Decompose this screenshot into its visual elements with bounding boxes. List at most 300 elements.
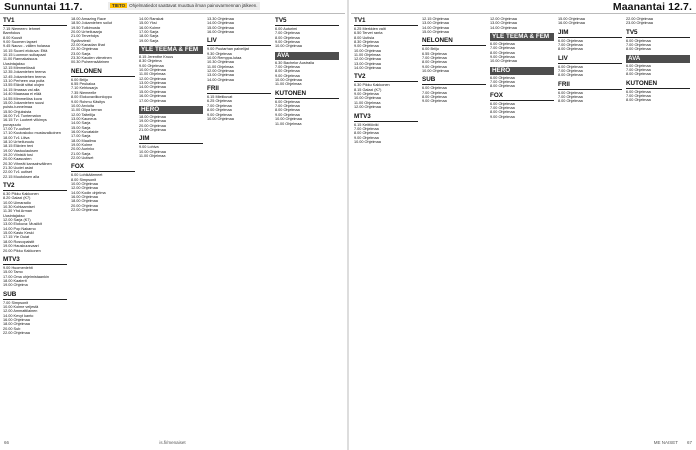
program-entry: 9.00 Ohjelmaa: [490, 55, 515, 60]
program-entry: 18.00 Ohjelmaa: [3, 322, 30, 327]
program-entry: 20.00 Ohjelmaa: [71, 203, 98, 208]
channel-section: [626, 80, 690, 103]
program-entry: 14.00 Ohjelmaa: [490, 25, 517, 30]
listing-column: [558, 17, 622, 436]
channel-section: [626, 17, 690, 26]
program-entry: 7.10 Kehtosarja: [71, 86, 98, 91]
program-list: [490, 76, 554, 89]
channel-section: [207, 37, 271, 82]
listing-column: [422, 17, 486, 436]
page-number: 66: [4, 440, 10, 445]
channel-heading: LIV: [558, 55, 622, 64]
program-entry: 6.00 Ohjelmaa: [558, 38, 583, 43]
program-entry: 23.00 Ohjelmaa: [626, 21, 653, 26]
program-entry: 9.00 Suomen lapset: [3, 40, 37, 45]
channel-heading: TV2: [3, 182, 67, 191]
program-entry: 19.00 Kolme: [71, 142, 93, 147]
program-entry: 8.00 Kuusit: [3, 35, 22, 40]
left-page-columns: [3, 17, 342, 436]
channel-section: [490, 67, 554, 89]
program-entry: 11.00 Ohjelmaa: [354, 53, 381, 58]
program-entry: 8.00 Ohjelmaa: [275, 69, 300, 74]
program-entry: 11.00 Ohjelmaa: [275, 121, 302, 126]
program-entry: 10.00 Ohjelmaa: [354, 96, 381, 101]
program-entry: 11.00 Olipa kerran: [71, 108, 102, 113]
left-page-header: [0, 0, 345, 14]
program-entry: 9.45 Nauvo - välien holassa: [3, 44, 50, 49]
left-page-footer: [4, 440, 341, 448]
program-entry: 18.50 Jokamiehen soilut: [71, 21, 112, 26]
program-entry: 7.00 Ohjelmaa: [275, 65, 300, 70]
program-entry: 19.00 Ohjelmaa: [139, 119, 166, 124]
program-entry: 8.00 Ohjelmaa: [558, 47, 583, 52]
program-entry: 9.00 Ohjelmaa: [354, 44, 379, 49]
program-list: [207, 47, 271, 82]
program-entry: Sydänviesti: [71, 38, 91, 43]
channel-section: [626, 55, 690, 77]
listing-column: [490, 17, 554, 436]
program-entry: 6.00 Auturimi: [275, 27, 298, 31]
program-entry: 23.30 Kauden viimeinen: [71, 56, 112, 61]
program-entry: 7.00 Ohjelmaa: [490, 80, 515, 85]
channel-heading: NELONEN: [422, 37, 486, 46]
program-entry: 7.35 Niemeelle: [71, 90, 97, 95]
right-page-footer: [355, 440, 692, 448]
program-entry: Barnfokus: [3, 31, 21, 36]
channel-section: [71, 17, 135, 65]
program-entry: 10.00 Uimaradio: [3, 200, 31, 205]
channel-section: [139, 135, 203, 158]
program-entry: 11.30 Yhd Arman: [3, 209, 32, 214]
program-entry: 14.00 Kevyt kanto: [3, 313, 34, 318]
channel-section: [422, 37, 486, 73]
program-entry: 12.00 Ohjelmaa: [71, 186, 98, 191]
program-entry: 12.45 Jokamiehen teema: [3, 74, 46, 79]
program-list: [626, 39, 690, 52]
program-entry: 8.00 Ohjelmaa: [490, 50, 515, 55]
program-entry: 22.15 Muutoksen alla: [3, 174, 40, 179]
program-entry: 7.00 Ohjelmaa: [558, 43, 583, 48]
program-entry: 7.15 Niemeen: lehmet: [3, 27, 41, 31]
channel-heading: FOX: [490, 92, 554, 101]
program-list: [490, 102, 554, 119]
program-entry: 7.00 Ohjelmaa: [207, 103, 232, 108]
program-entry: 14.00 Ohjelmaa: [422, 25, 449, 30]
channel-heading: HERO: [490, 67, 554, 75]
program-entry: 10.00 Ohjelmaa: [275, 78, 302, 83]
program-list: [558, 91, 622, 104]
channel-heading: YLE TEEMA & FEM: [490, 33, 554, 41]
program-entry: 10.00 Ohjelmaa: [275, 44, 302, 49]
program-entry: 17.00 Sarja: [139, 30, 159, 35]
program-entry: 22.00 Kanadan lihat: [71, 43, 105, 48]
program-entry: 10.15 Suomi elokuva: Että: [3, 48, 48, 53]
channel-section: [139, 17, 203, 43]
program-list: [558, 17, 622, 26]
program-list: [275, 100, 339, 126]
info-notice: [108, 2, 260, 10]
channel-heading: TV2: [354, 73, 418, 82]
program-entry: 7.00 Ohjelmaa: [558, 69, 583, 74]
program-entry: 6.00 Ohjelmaa: [275, 99, 300, 104]
program-entry: 21.30 Uudet asiat: [3, 166, 33, 170]
program-entry: 11.00 Ohjelmaa: [207, 64, 234, 69]
program-entry: 8.00 Ohjelmaa: [354, 131, 379, 136]
program-entry: 22.00 Tv1 uutiset: [3, 170, 33, 175]
info-badge: TIETO: [112, 3, 126, 8]
program-entry: 14.00 Pop Nakarno: [3, 226, 36, 231]
program-entry: 6.00 Ohjelmaa: [626, 63, 651, 68]
channel-heading: TV1: [354, 17, 418, 26]
program-entry: 8.00 Ohjelmaa: [490, 110, 515, 115]
program-entry: 21.00 Ohjelmaa: [139, 127, 166, 132]
program-entry: 15.00 Ohjelmaa: [139, 89, 166, 94]
program-entry: 16.00 Kolme: [139, 25, 161, 30]
program-list: [354, 27, 418, 70]
program-entry: 10.00 Arvioita: [71, 103, 95, 108]
page-date: Sunnuntai 11.7.: [4, 1, 83, 13]
channel-heading: TV1: [3, 17, 67, 26]
channel-section: [71, 163, 135, 212]
program-entry: 16.00 Ohjelmaa: [3, 317, 30, 322]
program-entry: 20.00 Urheilusarja: [71, 30, 102, 35]
channel-section: [558, 17, 622, 26]
program-list: [3, 27, 67, 179]
program-entry: 20.30 Vihreät kansainvälinen: [3, 161, 52, 166]
program-list: [354, 123, 418, 145]
program-entry: 7.00 Ohjelmaa: [490, 106, 515, 111]
program-entry: 22.00 Ohjelmaa: [3, 330, 30, 335]
program-entry: 8.00 Ohjelmaa: [275, 108, 300, 113]
program-entry: 7.00 Ohjelmaa: [275, 31, 300, 36]
program-entry: 6.30 Bachelor Australia: [275, 60, 315, 65]
channel-heading: SUB: [422, 76, 486, 85]
program-list: [3, 192, 67, 253]
program-entry: 8.30 Ohjelma: [139, 59, 162, 64]
program-entry: 12.00 Ohjelmaa: [354, 105, 381, 110]
program-entry: 22.00 Ohjelmaa: [71, 208, 98, 213]
program-entry: 15.50 Ohjuksista: [3, 109, 32, 114]
channel-section: [354, 73, 418, 109]
program-entry: 16.00 Ohjelmaa: [558, 21, 585, 26]
channel-section: [422, 17, 486, 34]
listing-column: [354, 17, 418, 436]
program-entry: 8.00 Ohjelmaa: [490, 84, 515, 89]
program-entry: 6.00 Lohikäärmeet: [71, 173, 103, 178]
program-entry: 20.00 Ohjelmaa: [139, 123, 166, 128]
program-entry: 15.00 Sarja: [71, 125, 91, 130]
channel-heading: MTV3: [3, 256, 67, 265]
program-entry: 18.00 Tv1 Liiiva: [3, 135, 30, 140]
program-list: [207, 95, 271, 121]
program-entry: 8.00 Ohjelmaa: [275, 35, 300, 40]
channel-heading: TV5: [275, 17, 339, 26]
program-entry: 13.00 Ohjelmaa: [490, 21, 517, 26]
program-entry: 10.15 Luonnon sulkapaat: [3, 53, 46, 58]
program-entry: 13.00 Kauneus: [71, 116, 97, 121]
program-entry: 11.00 Ohjelmaa: [139, 72, 166, 77]
program-entry: 13.00 Ohjelmaa: [422, 21, 449, 26]
program-entry: 9.30 Ohjelmaa: [207, 51, 232, 56]
program-entry: 8.00 Ohjelmaa: [626, 98, 651, 103]
program-entry: 14.00 Kodin ohjelma: [71, 190, 106, 195]
program-entry: punapuutu: [3, 122, 21, 127]
program-entry: 18.00 Ohjelmaa: [71, 199, 98, 204]
program-entry: 7.00 Ohjelmaa: [354, 126, 379, 131]
program-entry: 14.00 Ohjelmaa: [207, 21, 234, 26]
program-entry: 16.00 Ohjelmaa: [139, 94, 166, 99]
program-entry: 18.00 Kaaterit: [3, 278, 27, 283]
program-entry: 20.00 Aurinko: [71, 147, 95, 152]
listing-column: [71, 17, 135, 436]
program-entry: 10.00 Ohjelmaa: [139, 149, 166, 154]
program-entry: 12.00 Ohjelmaa: [490, 17, 517, 21]
listing-column: [275, 17, 339, 436]
program-entry: 7.00 Ohjelmaa: [626, 68, 651, 73]
channel-section: [354, 17, 418, 70]
channel-section: [139, 106, 203, 132]
program-entry: 17.00 Oma ohjelmistaankin: [3, 274, 50, 279]
channel-heading: KUTONEN: [275, 90, 339, 99]
program-entry: 6.50 Tervet ranta: [354, 31, 383, 36]
program-entry: 6.55 Peukaloa: [71, 82, 96, 87]
program-entry: 13.00 Ohjelmaa: [207, 73, 234, 78]
listing-column: [139, 17, 203, 436]
channel-heading: AVA: [626, 55, 690, 63]
program-entry: 8.00 Ohjelmaa: [626, 72, 651, 77]
program-entry: 13.55 Elävät sittai olojen: [3, 83, 45, 88]
listing-column: [626, 17, 690, 436]
program-entry: 14.00 Ohjelmaa: [207, 77, 234, 82]
channel-section: [139, 46, 203, 103]
program-entry: 8.00 Ohjelmaa: [558, 99, 583, 104]
channel-section: [207, 85, 271, 121]
program-entry: 6.25 Ohjelmaa: [207, 99, 232, 104]
program-entry: 22.00 Uutiset: [71, 155, 94, 160]
program-entry: 11.00 Ohjelmaa: [354, 100, 381, 105]
program-entry: 8.15 Galaxi (K7): [354, 87, 382, 92]
program-list: [422, 47, 486, 73]
program-entry: 14.40 Maassaa ei elää: [3, 92, 42, 97]
program-entry: 11.00 Rannakaisuus: [3, 57, 38, 62]
channel-section: [3, 17, 67, 179]
program-entry: 9.00 Ohjelmaa: [354, 135, 379, 140]
program-list: [626, 90, 690, 103]
program-entry: 16.15 Tv: Luoteet vilkimys: [3, 118, 47, 123]
program-entry: 10.00 Ohjelmaa: [139, 68, 166, 73]
channel-heading: SUB: [3, 291, 67, 300]
program-entry: 19.00 Ohjelma: [3, 283, 28, 288]
channel-section: [558, 29, 622, 52]
program-list: [139, 17, 203, 43]
listing-column: [207, 17, 271, 436]
channel-heading: YLE TEEMA & FEM: [139, 46, 203, 54]
program-entry: 9.00 Ohjelmaa: [139, 63, 164, 68]
program-entry: 9.00 Ohjelmaa: [422, 64, 447, 69]
channel-heading: HERO: [139, 106, 203, 114]
listing-column: [3, 17, 67, 436]
program-entry: 8.00 Uutisia: [354, 35, 375, 40]
program-entry: 15.00 Ohjelmaa: [558, 17, 585, 21]
program-entry: 6.00 Ohjelmaa: [490, 101, 515, 106]
program-entry: 13.00 Ohjelmaa: [139, 81, 166, 86]
program-entry: 17.10 Kuutoskoko mustavalkoinen: [3, 131, 61, 136]
program-entry: 13.10 Perheen osa puita: [3, 79, 45, 84]
program-entry: 15.00 Jokamiehen suusi: [3, 100, 44, 105]
program-entry: 18.00 Sarja: [139, 34, 159, 39]
program-entry: 8.00 Ohjelmaa: [207, 108, 232, 113]
program-entry: 14.00 Ohjelmaa: [354, 66, 381, 71]
program-entry: 17.00 Ohjelmaa: [139, 98, 166, 103]
channel-section: [490, 33, 554, 64]
program-list: [139, 145, 203, 158]
channel-heading: JIM: [558, 29, 622, 38]
program-entry: 11.00 Ohjelmaa: [139, 153, 166, 158]
program-entry: 14.00 Ranskat: [139, 17, 164, 21]
right-page-header: [351, 0, 696, 14]
program-entry: 15.00 Tamo: [3, 270, 23, 275]
program-list: [558, 39, 622, 52]
channel-section: [3, 291, 67, 336]
program-list: [71, 78, 135, 161]
program-entry: 6.00 Ohjelmaa: [422, 86, 447, 91]
channel-heading: FOX: [71, 163, 135, 172]
program-entry: 12.00 Taiteilija: [71, 112, 95, 117]
program-entry: 6.00 Briiju: [422, 47, 439, 52]
program-entry: 14.55 Mimmelöss kuva: [3, 96, 42, 101]
program-list: [626, 17, 690, 26]
program-entry: 20.00 Pikku Kakkonen: [3, 248, 41, 253]
program-entry: 9.00 Ohjelmaa: [490, 114, 515, 119]
program-entry: 7.00 Simpsonit: [3, 300, 29, 305]
program-entry: 15.00 Yksi: [139, 21, 157, 26]
program-entry: 12.00 Ohjelmaa: [207, 69, 234, 74]
program-entry: 6.00 Ohjelmaa: [626, 38, 651, 43]
program-entry: 9.00 Ohjelmaa: [275, 112, 300, 117]
program-entry: 6.00 Ohjelmaa: [490, 75, 515, 80]
program-entry: 8.15 Jerenthe Kruus: [139, 55, 174, 60]
channel-section: [3, 182, 67, 253]
program-entry: 22.00 Ohjelmaa: [626, 17, 653, 21]
channel-section: [3, 256, 67, 288]
program-entry: 12.00 Sarja (K7): [3, 218, 31, 223]
channel-section: [354, 113, 418, 145]
program-entry: 16.00 Ohjelmaa: [207, 30, 234, 35]
program-entry: 13.00 Ohjelmaa: [354, 61, 381, 66]
page-date: Maanantai 12.7.: [612, 1, 692, 13]
right-page: [351, 0, 696, 450]
program-list: [275, 61, 339, 87]
program-entry: 10.00 Ohjelmaa: [490, 59, 517, 64]
program-entry: 19.20 Viinistä tosi: [3, 152, 33, 157]
program-entry: 8.00 Simpsonit: [71, 177, 97, 182]
program-entry: 8.00 Ohjelmaa: [422, 60, 447, 65]
program-list: [3, 301, 67, 336]
program-entry: 6.15 Mielikuvat: [207, 95, 233, 100]
program-entry: 12.00 Ohjelmaa: [354, 57, 381, 62]
info-text: Ohjelmatiedot saattavat muuttua ilman painovarmennan jälkeen.: [129, 3, 258, 8]
program-list: [139, 55, 203, 103]
program-entry: 8.00 Ohjelmaa: [626, 47, 651, 52]
program-entry: 7.00 Ohjelmaa: [422, 56, 447, 61]
footer-magazine-name: ME NAISET: [653, 440, 678, 445]
program-entry: 14.00 Sarja: [71, 121, 91, 126]
program-entry: 19.50 Tutkimusta: [71, 25, 100, 30]
program-entry: 12.35 Jokamiehen teema: [3, 70, 46, 75]
channel-heading: LIV: [207, 37, 271, 46]
program-entry: 17.00 Tv-uutiset: [3, 126, 31, 131]
footer-url: is.fi/menaiset: [159, 440, 186, 445]
program-entry: 6.30 Pikku Kakkonen: [354, 83, 390, 88]
program-entry: 13.30 Ohjelmaa: [207, 17, 234, 21]
program-entry: 7.00 Ohjelmaa: [626, 43, 651, 48]
program-entry: 19.00 Sarja: [139, 38, 159, 43]
channel-section: [275, 17, 339, 49]
program-entry: 10.00 Ohjelmaa: [354, 139, 381, 144]
program-entry: 6.00 Ohjelmaa: [626, 89, 651, 94]
program-entry: 10.30 Kohtaamiset: [3, 205, 35, 210]
program-entry: 10.00 Remppa-lutaa: [207, 56, 242, 61]
program-entry: 14.15 Ilmassa vai alla: [3, 87, 40, 92]
program-entry: 19.00 Hauskuusvaari: [3, 244, 39, 249]
program-entry: 7.00 Ohjelmaa: [275, 104, 300, 109]
program-entry: 15.00 Kasto Keski: [3, 231, 34, 236]
channel-section: [490, 17, 554, 30]
program-list: [139, 115, 203, 132]
program-entry: 12.15 Mimmelössä: [3, 66, 35, 71]
program-entry: 8.00 Elokuvaviikonloppu: [71, 95, 112, 100]
program-entry: 9.00 Puutarhan palvelijat: [207, 47, 249, 52]
program-entry: Uusintajakso: [3, 61, 25, 66]
program-list: [207, 17, 271, 34]
program-entry: 10.00 Ohjelmaa: [207, 116, 234, 121]
program-entry: 12.15 Ohjelmaa: [422, 17, 449, 21]
program-entry: 17.15 Yle Ouiat: [3, 235, 30, 240]
program-entry: 18.00 Maailma: [71, 138, 96, 143]
program-entry: 9.00 Rohmu Käsitys: [71, 99, 105, 104]
program-entry: 18.10 Urheiluruutu: [3, 139, 35, 144]
program-list: [354, 83, 418, 109]
program-entry: 12.00 Ohjelmaa: [139, 76, 166, 81]
program-entry: 23.00 Sarja: [71, 51, 91, 56]
program-list: [490, 17, 554, 30]
program-entry: 20.00 Kaasusten: [3, 157, 32, 162]
program-entry: 21.00 Sarja: [71, 151, 91, 156]
program-entry: 11.00 Ohjelmaa: [275, 82, 302, 87]
channel-heading: FRII: [207, 85, 271, 94]
channel-section: [626, 29, 690, 52]
program-list: [558, 65, 622, 78]
program-entry: 7.00 Ohjelmaa: [558, 95, 583, 100]
program-entry: 6.25 Merkkien valit: [354, 27, 386, 31]
program-list: [626, 64, 690, 77]
program-entry: 7.00 Ohjelmaa: [490, 46, 515, 51]
program-list: [490, 42, 554, 64]
program-list: [422, 86, 486, 103]
program-entry: 9.00 Ohjelmaa: [422, 99, 447, 104]
program-entry: 10.00 Ohjelmaa: [275, 117, 302, 122]
program-entry: 15.00 Ohjelmaa: [207, 25, 234, 30]
program-entry: Uusintajakso: [3, 213, 25, 218]
program-entry: 10.00 Ohjelmaa: [354, 48, 381, 53]
program-entry: 9.00 Ohjelmaa: [275, 73, 300, 78]
channel-section: [275, 90, 339, 126]
program-list: [422, 17, 486, 34]
program-entry: 9.00 Lohiva: [139, 145, 159, 150]
program-entry: puisto-tunnelmaa: [3, 105, 33, 110]
program-list: [71, 17, 135, 65]
program-entry: 17.00 Sarja: [71, 134, 91, 139]
